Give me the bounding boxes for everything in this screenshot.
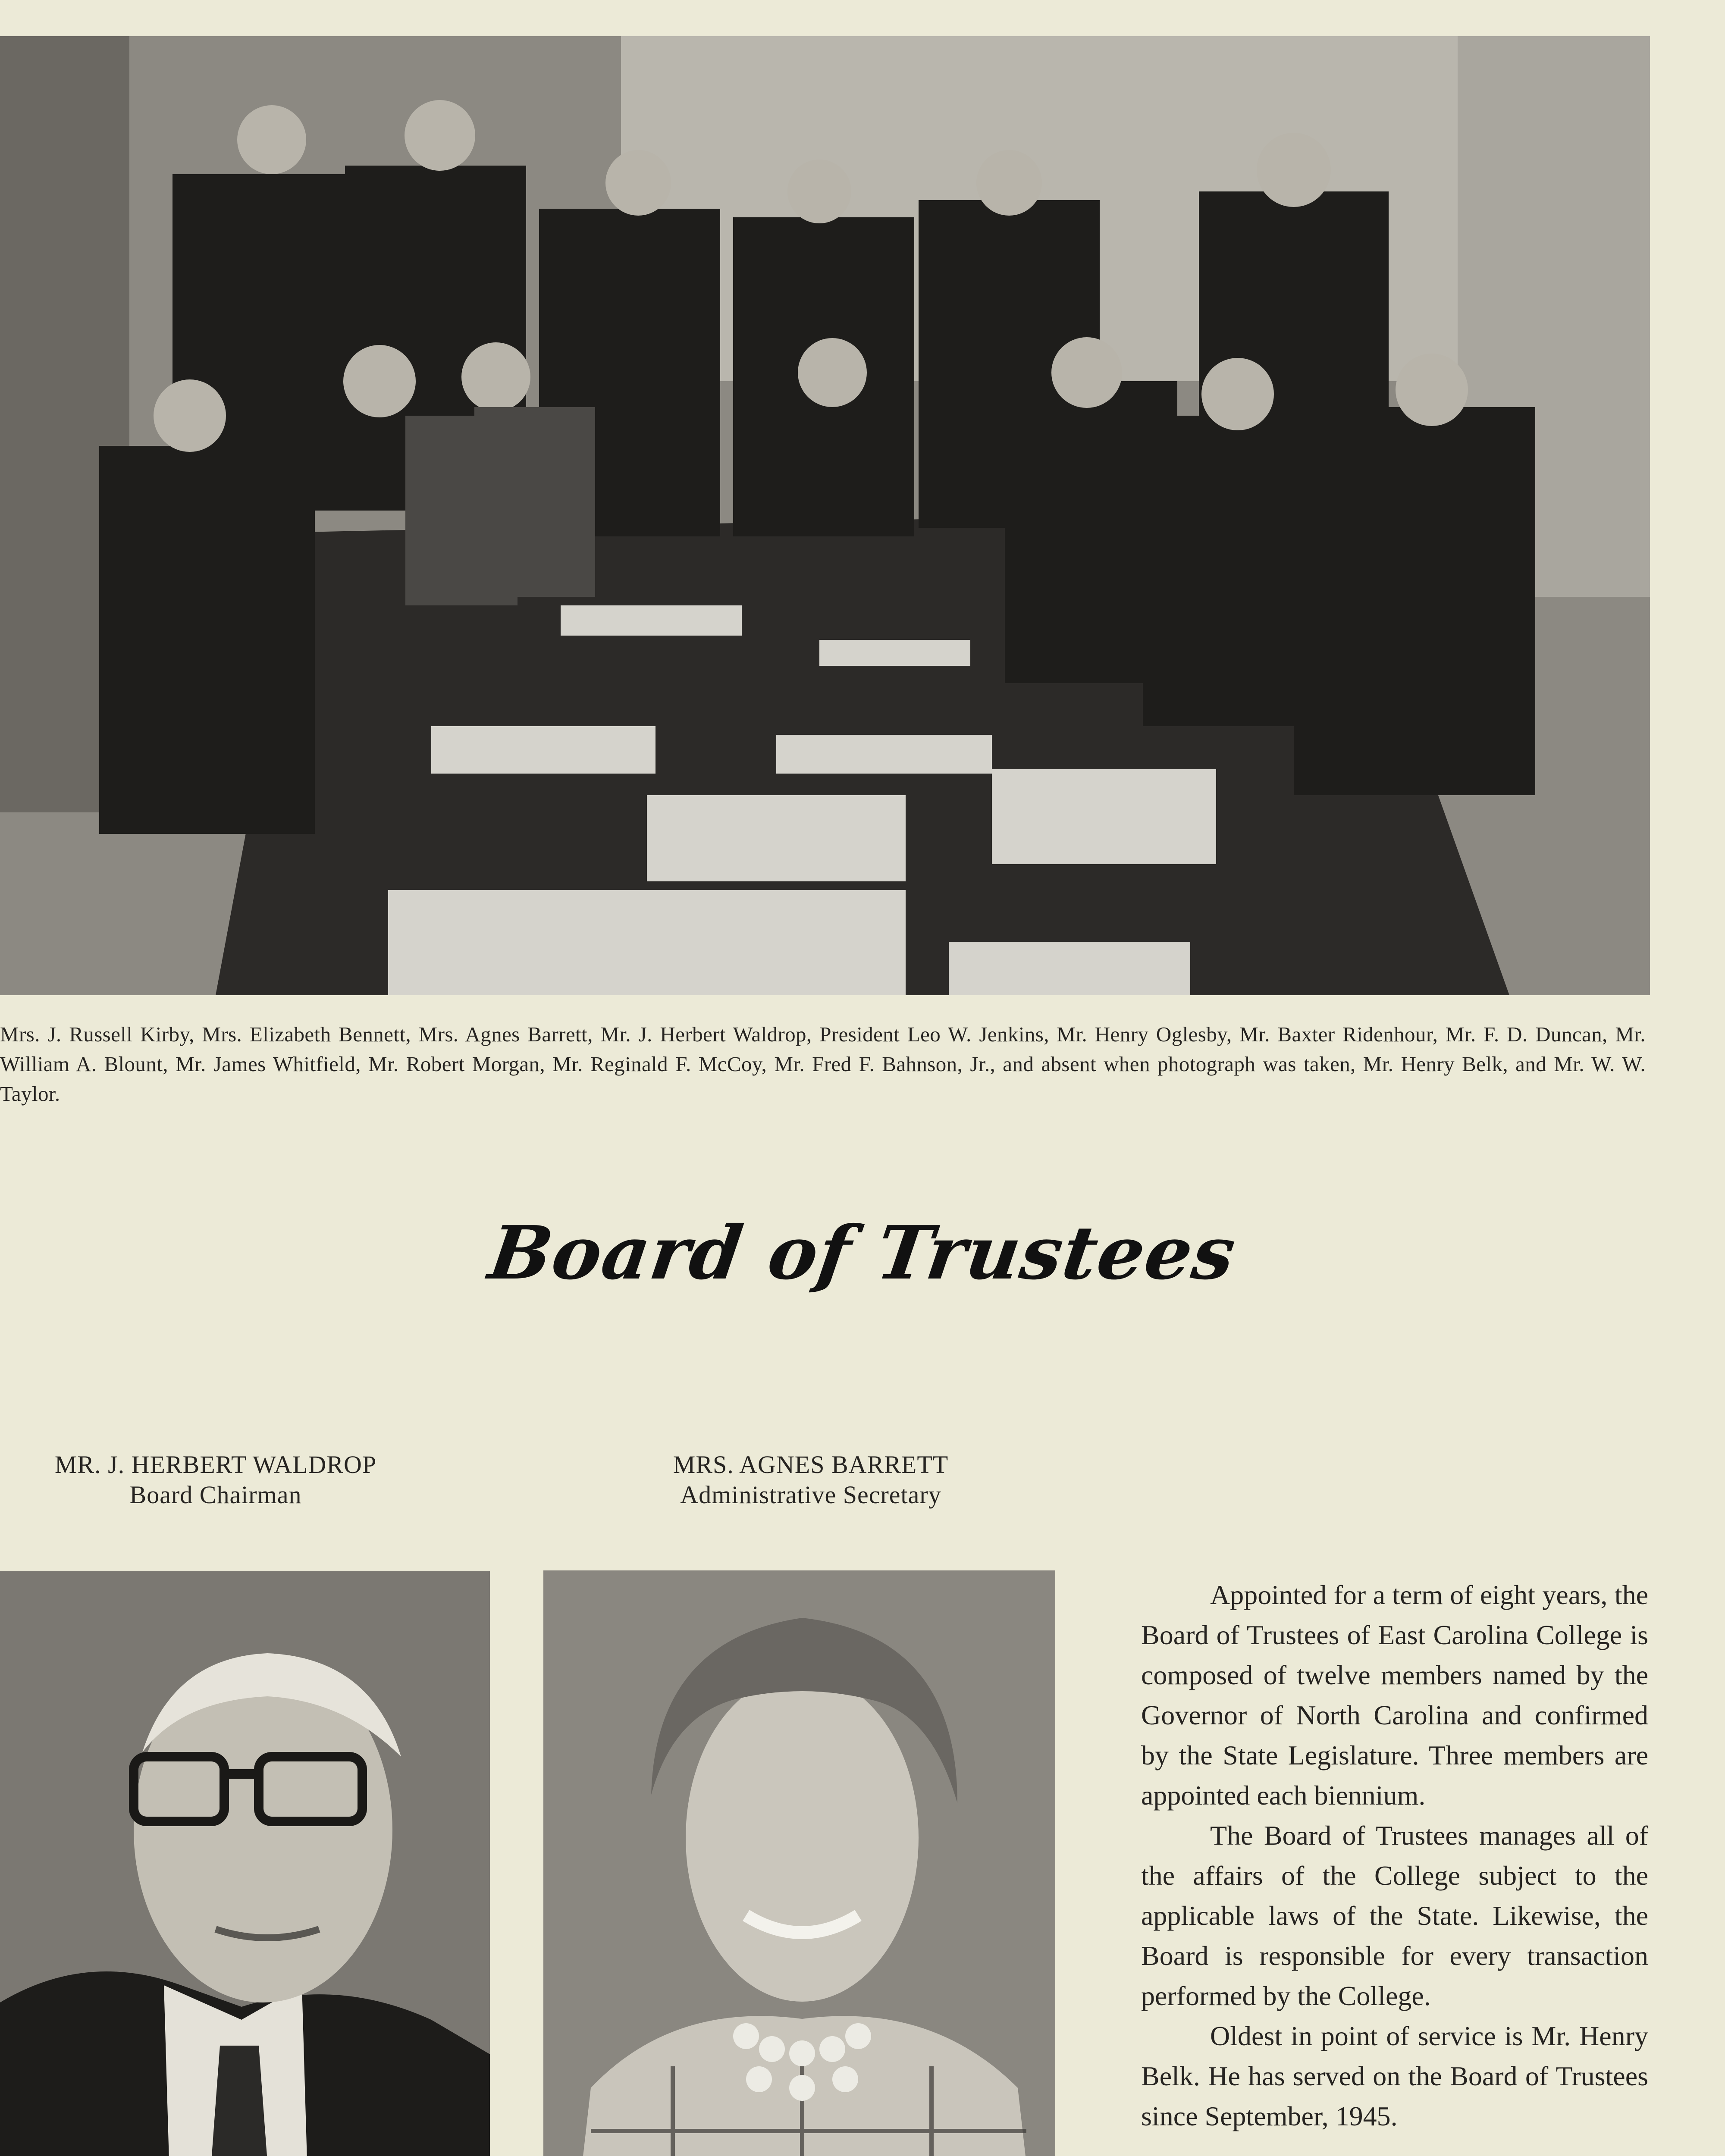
portrait-name-barrett: MRS. AGNES BARRETT (673, 1451, 949, 1479)
page-title: Board of Trustees (483, 1210, 1242, 1296)
group-photo (0, 36, 1650, 995)
waldrop-portrait-photo (0, 1571, 490, 2156)
portrait-label-waldrop (17, 1450, 414, 1510)
body-paragraph: The Board of Trustees manages all of the affairs of the College subject to the applicable laws of the State. Likewise, the Board is responsible for every transaction performed by the College. (1141, 1820, 1648, 2011)
waldrop-portrait-illustration (0, 1571, 490, 2156)
portrait-name-waldrop: MR. J. HERBERT WALDROP (54, 1451, 377, 1479)
barrett-portrait-illustration (543, 1570, 1055, 2156)
portrait-role-waldrop: Board Chairman (129, 1481, 302, 1509)
photo-caption: Mrs. J. Russell Kirby, Mrs. Elizabeth Bennett, Mrs. Agnes Barrett, Mr. J. Herbert Waldrop, President Leo W. Jenkins, Mr. Henry Oglesby, Mr. Baxter Ridenhour, Mr. F. D. Duncan, Mr. William A. Blount, Mr. James Whitfield, Mr. Robert Morgan, Mr. Reginald F. McCoy, Mr. Fred F. Bahnson, Jr., and absent when photograph was taken, Mr. Henry Belk, and Mr. W. W. Taylor. (0, 1022, 1646, 1106)
group-photo-illustration (0, 36, 1650, 995)
body-text (1141, 1575, 1648, 2136)
body-paragraph: Oldest in point of service is Mr. Henry Belk. He has served on the Board of Trustees since September, 1945. (1141, 2021, 1648, 2131)
body-paragraph: Appointed for a term of eight years, the Board of Trustees of East Carolina College is composed of twelve members named by the Governor of North Carolina and confirmed by the State Legislature. Three members are appointed each biennium. (1141, 1579, 1648, 1811)
portrait-label-barrett (621, 1450, 1000, 1510)
barrett-portrait-photo (543, 1570, 1055, 2156)
portrait-role-barrett: Administrative Secretary (680, 1481, 941, 1509)
